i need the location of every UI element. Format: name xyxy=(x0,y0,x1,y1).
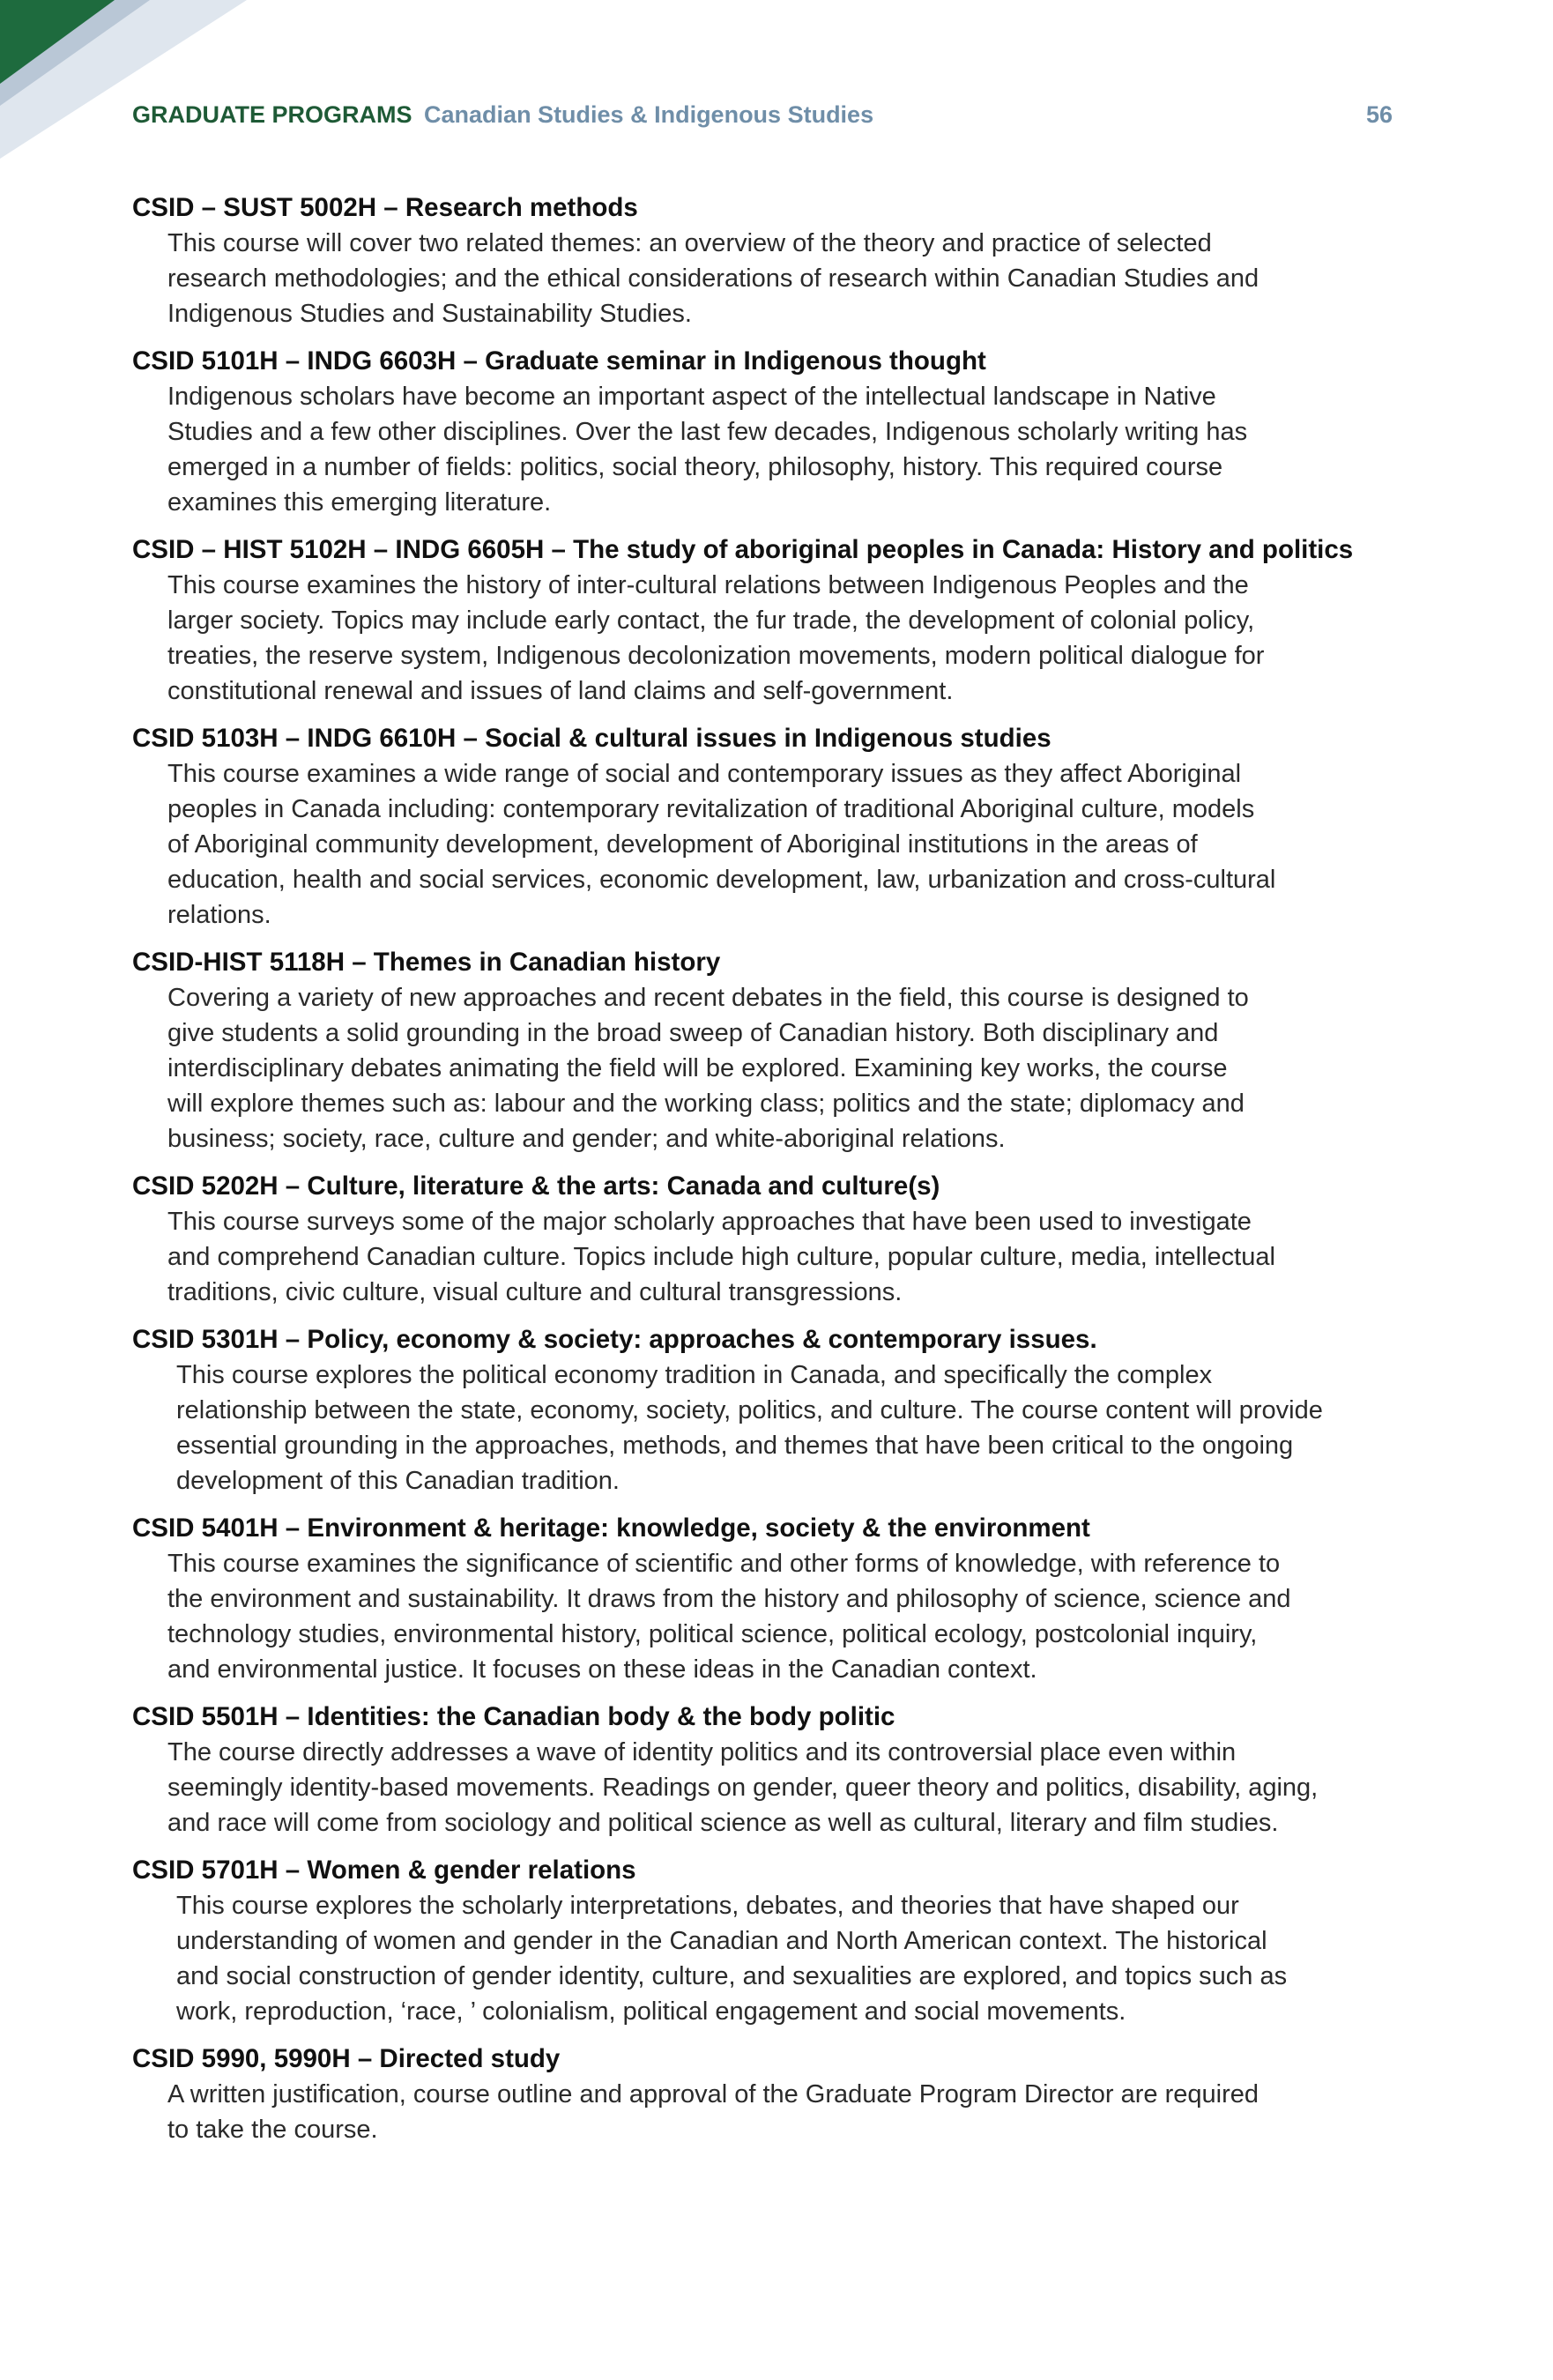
course-title: CSID 5990, 5990H – Directed study xyxy=(132,2044,561,2073)
course-title: CSID 5301H – Policy, economy & society: approaches & contemporary issues. xyxy=(132,1325,1097,1354)
course-entry xyxy=(132,190,1428,331)
course-title: CSID-HIST 5118H – Themes in Canadian history xyxy=(132,948,721,977)
course-entry xyxy=(132,532,1428,709)
course-description: This course examines the significance of scientific and other forms of knowledge, with reference to the environment and sustainability. It draws from the history and philosophy of science, science and technology studies, environmental history, political science, political ecology, postcolonial inquiry, and environmental justice. It focuses on these ideas in the Canadian context. xyxy=(167,1550,1291,1684)
course-description: The course directly addresses a wave of identity politics and its controversial place even within seemingly identity-based movements. Readings on gender, queer theory and politics, disability, aging, and race will come from sociology and political science as well as cultural, literary and film studies. xyxy=(167,1738,1319,1837)
course-entry xyxy=(132,1853,1428,2029)
course-title: CSID 5401H – Environment & heritage: knowledge, society & the environment xyxy=(132,1514,1090,1543)
course-description: This course surveys some of the major scholarly approaches that have been used to investigate and comprehend Canadian culture. Topics include high culture, popular culture, media, intellectual traditions, civic culture, visual culture and cultural transgressions. xyxy=(167,1208,1275,1306)
header-subtitle: Canadian Studies & Indigenous Studies xyxy=(424,101,874,128)
course-title: CSID – HIST 5102H – INDG 6605H – The study of aboriginal peoples in Canada: History and politics xyxy=(132,535,1354,564)
course-description: This course will cover two related themes: an overview of the theory and practice of selected research methodologies; and the ethical considerations of research within Canadian Studies and Indigenous Studies and Sustainability Studies. xyxy=(167,229,1259,328)
corner-decoration xyxy=(0,0,247,159)
course-entry xyxy=(132,721,1428,933)
course-entry xyxy=(132,1169,1428,1310)
course-title: CSID 5101H – INDG 6603H – Graduate seminar in Indigenous thought xyxy=(132,346,986,376)
course-title: CSID 5501H – Identities: the Canadian body & the body politic xyxy=(132,1702,895,1731)
course-description: Indigenous scholars have become an important aspect of the intellectual landscape in Native Studies and a few other disciplines. Over the last few decades, Indigenous scholarly writing has emerged in a number of fields: politics, social theory, philosophy, history. This required course examines this emerging literature. xyxy=(167,383,1248,517)
course-title: CSID 5103H – INDG 6610H – Social & cultural issues in Indigenous studies xyxy=(132,724,1051,753)
course-title: CSID – SUST 5002H – Research methods xyxy=(132,193,638,222)
page-number: 56 xyxy=(1365,101,1393,128)
course-entry xyxy=(132,344,1428,520)
course-description: This course examines the history of inter-cultural relations between Indigenous Peoples and the larger society. Topics may include early contact, the fur trade, the development of colonial policy, treaties, the reserve system, Indigenous decolonization movements, modern political dialogue for constitutional renewal and issues of land claims and self-government. xyxy=(167,571,1265,705)
header-program: GRADUATE PROGRAMS xyxy=(132,101,412,128)
course-description: This course examines a wide range of social and contemporary issues as they affect Aboriginal peoples in Canada including: contemporary revitalization of traditional Aboriginal culture, models of Aboriginal community development, development of Aboriginal institutions in the areas of education, health and social services, economic development, law, urbanization and cross-cultural relations. xyxy=(167,760,1276,929)
course-list xyxy=(132,190,1428,2160)
course-entry xyxy=(132,945,1428,1157)
course-entry xyxy=(132,1322,1428,1499)
course-description: This course explores the political economy tradition in Canada, and specifically the complex relationship between the state, economy, society, politics, and culture. The course content will provide essential grounding in the approaches, methods, and themes that have been critical to the ongoing development of this Canadian tradition. xyxy=(176,1361,1323,1495)
course-description: This course explores the scholarly interpretations, debates, and theories that have shaped our understanding of women and gender in the Canadian and North American context. The historical and social construction of gender identity, culture, and sexualities are explored, and topics such as work, reproduction, ‘race, ’ colonialism, political engagement and social movements. xyxy=(176,1892,1288,2026)
course-entry xyxy=(132,1511,1428,1687)
course-title: CSID 5202H – Culture, literature & the arts: Canada and culture(s) xyxy=(132,1171,940,1201)
course-entry xyxy=(132,2042,1428,2147)
course-title: CSID 5701H – Women & gender relations xyxy=(132,1856,636,1885)
course-entry xyxy=(132,1699,1428,1841)
course-description: Covering a variety of new approaches and recent debates in the field, this course is designed to give students a solid grounding in the broad sweep of Canadian history. Both disciplinary and interdisciplinary debates animating the field will be explored. Examining key works, the course will explore themes such as: labour and the working class; politics and the state; diplomacy and business; society, race, culture and gender; and white-aboriginal relations. xyxy=(167,984,1249,1153)
course-description: A written justification, course outline and approval of the Graduate Program Director are required to take the course. xyxy=(167,2080,1259,2144)
page-header xyxy=(132,99,1393,130)
